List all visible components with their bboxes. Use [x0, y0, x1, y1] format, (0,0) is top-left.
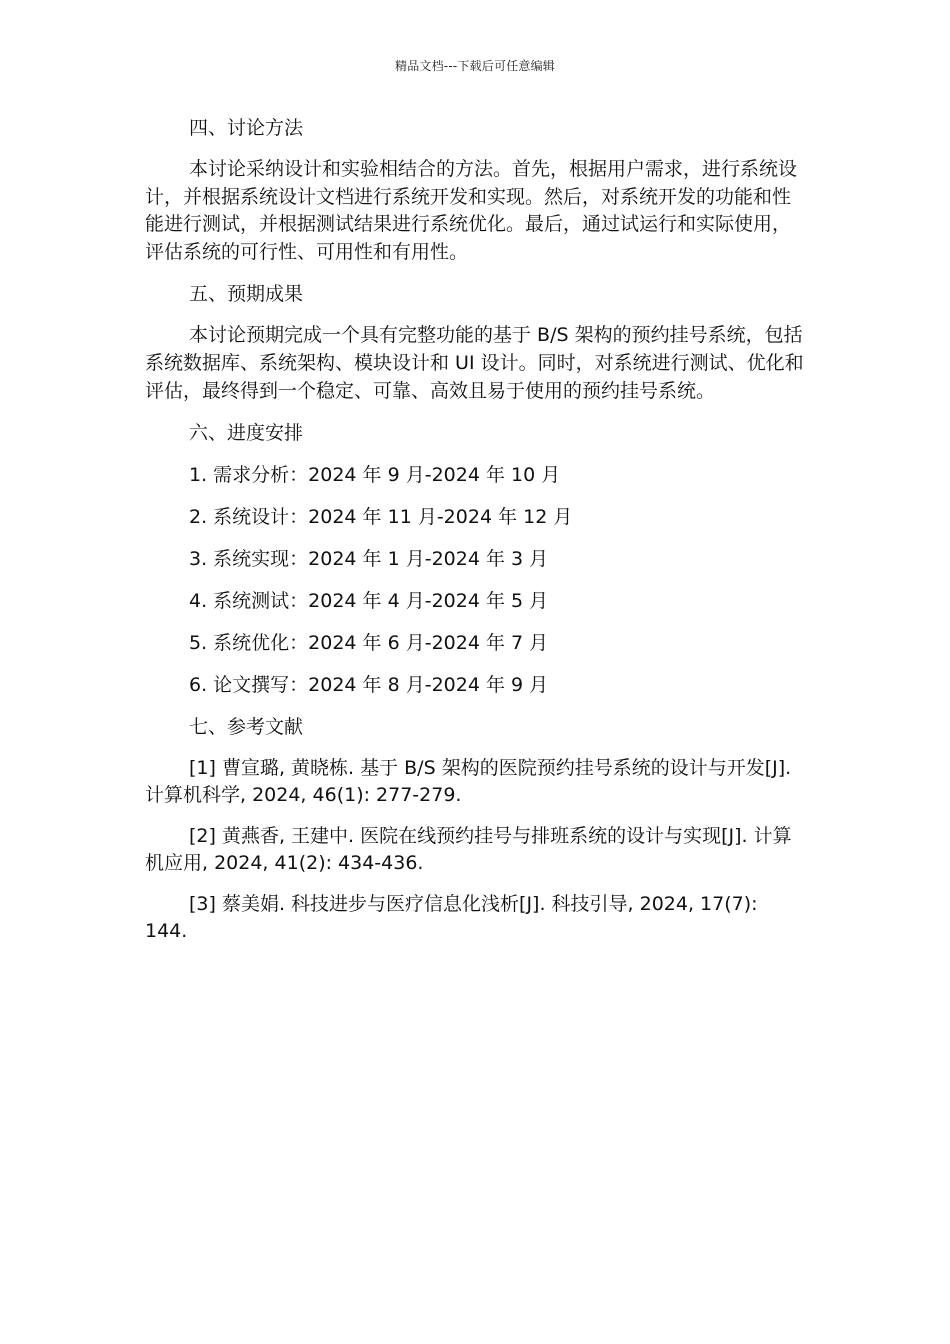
outcomes-paragraph: 本讨论预期完成一个具有完整功能的基于 B/S 架构的预约挂号系统，包括系统数据库、系统架构、模块设计和 UI 设计。同时，对系统进行测试、优化和评估，最终得到一个稳定、可靠、高效且易于使用的预约挂号系统。 — [145, 324, 804, 402]
schedule-item: 2. 系统设计：2024 年 11 月-2024 年 12 月 — [189, 506, 573, 529]
section-title-methods: 四、讨论方法 — [189, 117, 304, 139]
section-title-references: 七、参考文献 — [189, 716, 304, 739]
section-title-outcomes: 五、预期成果 — [189, 283, 304, 306]
schedule-item: 1. 需求分析：2024 年 9 月-2024 年 10 月 — [189, 464, 561, 487]
reference-item: [3] 蔡美娟. 科技进步与医疗信息化浅析[J]. 科技引导, 2024, 17(7): 144. — [145, 893, 758, 943]
schedule-item: 4. 系统测试：2024 年 4 月-2024 年 5 月 — [189, 590, 549, 613]
document-body — [145, 114, 805, 959]
methods-paragraph: 本讨论采纳设计和实验相结合的方法。首先，根据用户需求，进行系统设计，并根据系统设计文档进行系统开发和实现。然后，对系统开发的功能和性能进行测试，并根据测试结果进行系统优化。最后，通过试运行和实际使用，评估系统的可行性、可用性和有用性。 — [145, 158, 798, 263]
schedule-item: 5. 系统优化：2024 年 6 月-2024 年 7 月 — [189, 632, 549, 655]
page-header: 精品文档---下载后可任意编辑 — [395, 59, 555, 73]
schedule-item: 6. 论文撰写：2024 年 8 月-2024 年 9 月 — [189, 674, 549, 697]
reference-item: [1] 曹宣璐, 黄晓栋. 基于 B/S 架构的医院预约挂号系统的设计与开发[J]. 计算机科学, 2024, 46(1): 277-279. — [145, 757, 792, 807]
schedule-item: 3. 系统实现：2024 年 1 月-2024 年 3 月 — [189, 548, 549, 571]
section-title-schedule: 六、进度安排 — [189, 422, 304, 445]
reference-item: [2] 黄燕香, 王建中. 医院在线预约挂号与排班系统的设计与实现[J]. 计算机应用, 2024, 41(2): 434-436. — [145, 825, 792, 875]
